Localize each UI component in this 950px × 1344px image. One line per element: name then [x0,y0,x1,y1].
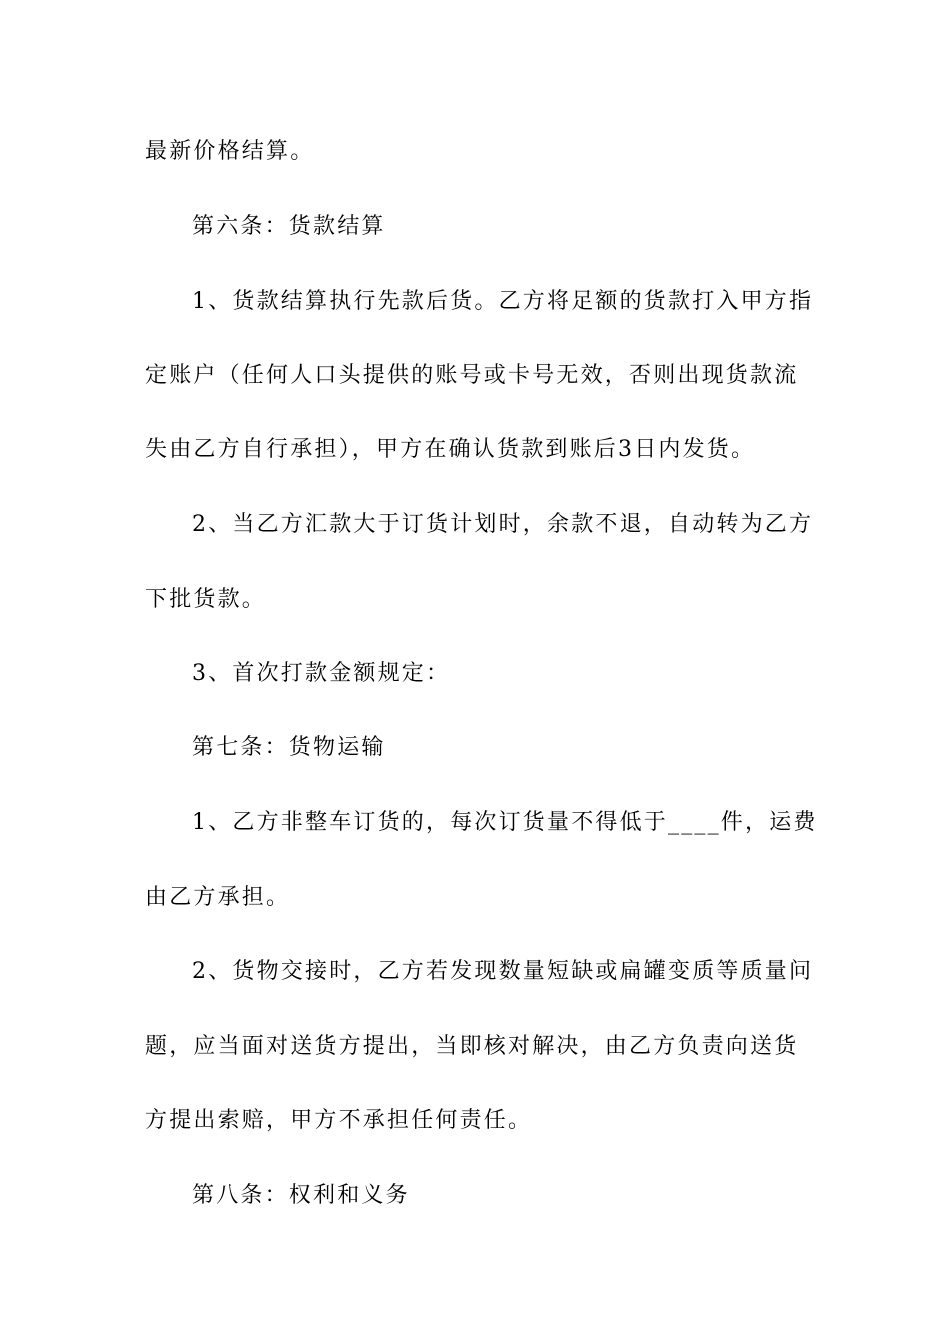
paragraph-line: 由乙方承担。 [145,885,291,910]
paragraph-line: 2、货物交接时，乙方若发现数量短缺或扁罐变质等质量问 [192,959,814,984]
paragraph-line: 2、当乙方汇款大于订货计划时，余款不退，自动转为乙方 [192,512,814,537]
section-heading: 第八条：权利和义务 [192,1183,410,1208]
section-heading: 第六条：货款结算 [192,214,386,239]
section-heading: 第七条：货物运输 [192,735,386,760]
paragraph-line: 定账户（任何人口头提供的账号或卡号无效，否则出现货款流 [145,363,799,388]
paragraph-line: 最新价格结算。 [145,139,315,164]
paragraph-line: 题，应当面对送货方提出，当即核对解决，由乙方负责向送货 [145,1034,799,1059]
paragraph-line: 3、首次打款金额规定： [192,661,451,686]
paragraph-line: 下批货款。 [145,587,267,612]
paragraph-line: 1、货款结算执行先款后货。乙方将足额的货款打入甲方指 [192,289,814,314]
paragraph-line: 失由乙方自行承担），甲方在确认货款到账后3日内发货。 [145,437,756,462]
paragraph-line: 1、乙方非整车订货的，每次订货量不得低于____件，运费 [192,810,818,835]
paragraph-line: 方提出索赔，甲方不承担任何责任。 [145,1108,533,1133]
